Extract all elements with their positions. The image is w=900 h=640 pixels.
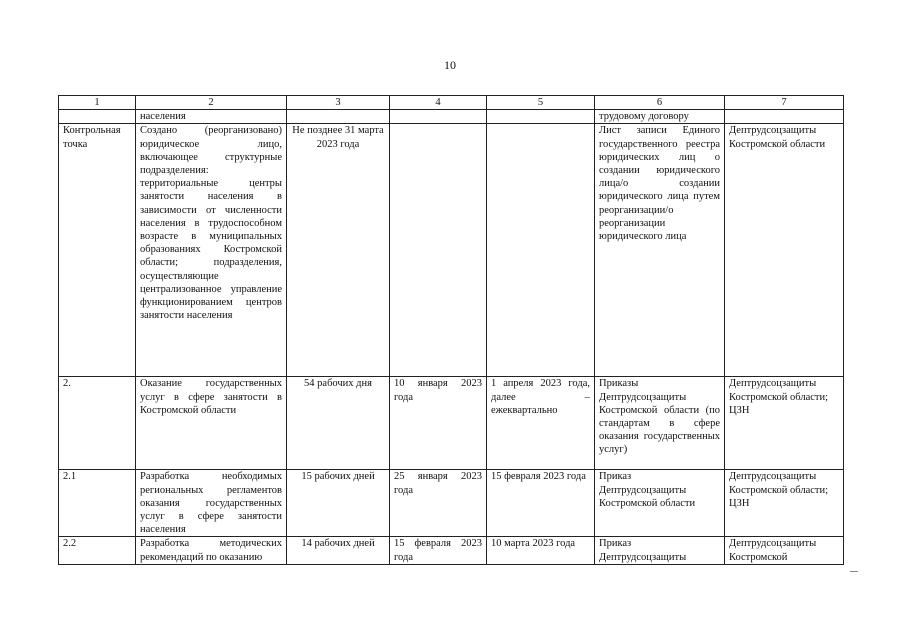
cell-start-date [390, 110, 487, 124]
cell-number: 2.2 [59, 537, 136, 564]
cell-responsible: Дептрудсоцзащиты Костромской области; ЦЗН [725, 470, 844, 537]
cell-start-date: 10 января 2023 года [390, 377, 487, 470]
table-row [59, 124, 844, 377]
cell-number: 2.1 [59, 470, 136, 537]
cell-description: Создано (реорганизовано) юридическое лицо, включающее структурные подразделения: территориальные центры занятости населения в зависимости от численности населения в трудоспособном возрасте в муниципальных образованиях Костромской области; подразделения, осуществляющие централизованное управление функционированием центров занятости населения [136, 124, 287, 377]
table-row [59, 377, 844, 470]
cell-document: трудовому договору [595, 110, 725, 124]
cell-duration [287, 110, 390, 124]
cell-end-date: 1 апреля 2023 года, далее – ежеквартально [487, 377, 595, 470]
cell-description: Разработка методических рекомендаций по оказанию [136, 537, 287, 564]
column-number: 1 [59, 96, 136, 110]
column-number: 4 [390, 96, 487, 110]
cell-duration: 15 рабочих дней [287, 470, 390, 537]
cell-document: Приказы Дептрудсоцзащиты Костромской области (по стандартам в сфере оказания государственных услуг) [595, 377, 725, 470]
cell-end-date: 10 марта 2023 года [487, 537, 595, 564]
cell-document: Приказ Дептрудсоцзащиты [595, 537, 725, 564]
table-row [59, 470, 844, 537]
page-number: 10 [444, 58, 456, 72]
cell-number [59, 110, 136, 124]
cell-responsible: Дептрудсоцзащиты Костромской области [725, 124, 844, 377]
column-number: 2 [136, 96, 287, 110]
cell-responsible [725, 110, 844, 124]
cell-start-date: 15 февраля 2023 года [390, 537, 487, 564]
cell-responsible: Дептрудсоцзащиты Костромской [725, 537, 844, 564]
column-number: 3 [287, 96, 390, 110]
column-number: 7 [725, 96, 844, 110]
cell-start-date: 25 января 2023 года [390, 470, 487, 537]
cell-end-date [487, 110, 595, 124]
continuation-row [59, 110, 844, 124]
table-row [59, 537, 844, 564]
cell-duration: Не позднее 31 марта 2023 года [287, 124, 390, 377]
cell-duration: 54 рабочих дня [287, 377, 390, 470]
cell-duration: 14 рабочих дней [287, 537, 390, 564]
cell-end-date: 15 февраля 2023 года [487, 470, 595, 537]
cell-document: Лист записи Единого государственного реестра юридических лиц о создании юридического лица/о создании юридического лица путем реорганизации/о реорганизации юридического лица [595, 124, 725, 377]
cell-document: Приказ Дептрудсоцзащиты Костромской области [595, 470, 725, 537]
cell-end-date [487, 124, 595, 377]
plan-table [58, 95, 844, 565]
cell-description: Оказание государственных услуг в сфере занятости в Костромской области [136, 377, 287, 470]
cell-start-date [390, 124, 487, 377]
column-number: 6 [595, 96, 725, 110]
column-number: 5 [487, 96, 595, 110]
column-number-row [59, 96, 844, 110]
scan-edge-mark [850, 571, 858, 572]
cell-number: 2. [59, 377, 136, 470]
cell-description: Разработка необходимых региональных регламентов оказания государственных услуг в сфере занятости населения [136, 470, 287, 537]
cell-number: Контрольная точка [59, 124, 136, 377]
cell-responsible: Дептрудсоцзащиты Костромской области; ЦЗН [725, 377, 844, 470]
cell-description: населения [136, 110, 287, 124]
